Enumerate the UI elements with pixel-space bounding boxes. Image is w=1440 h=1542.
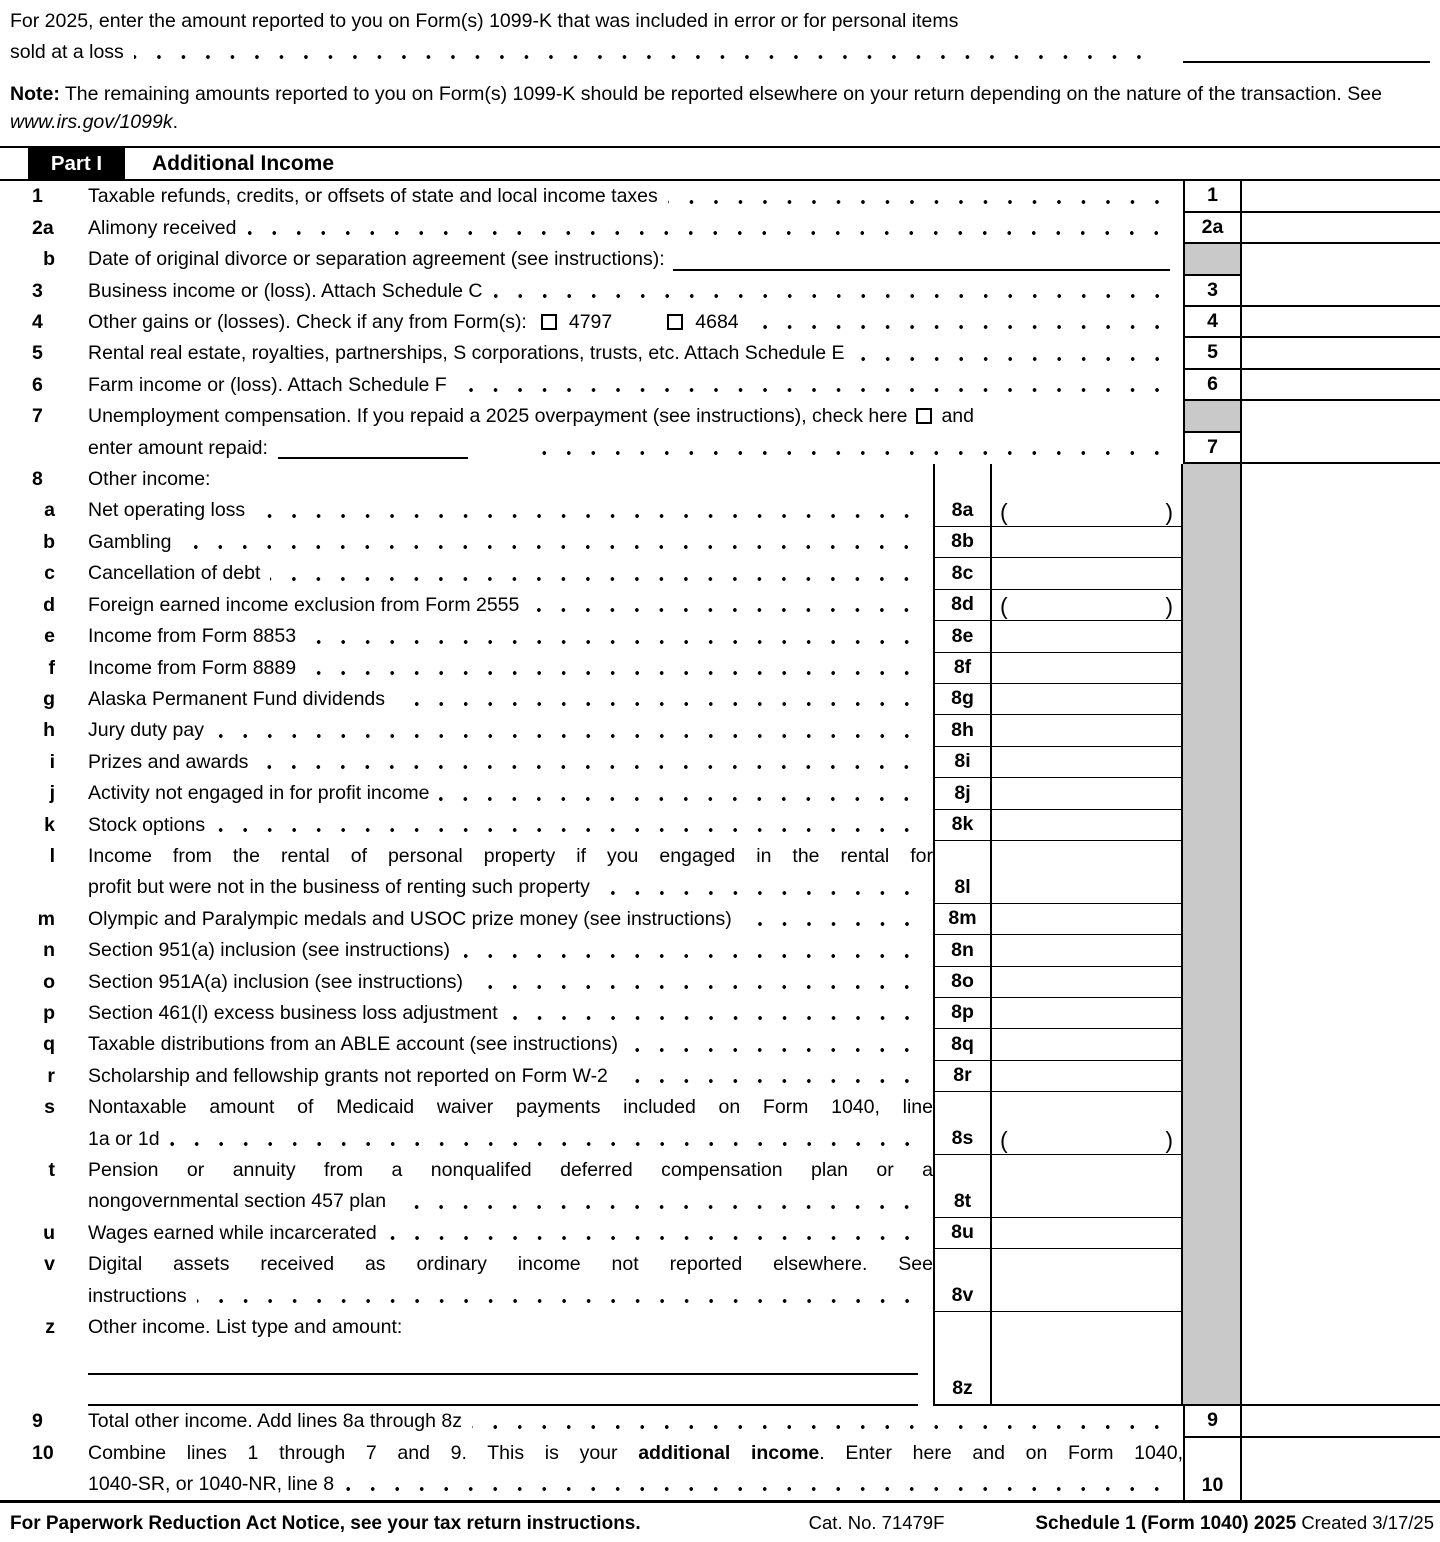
paren-close: ) [1165, 1127, 1173, 1153]
line-8m-letter: m [37, 907, 55, 930]
line-5-box-number: 5 [1183, 338, 1242, 369]
line-8k-label: Stock options [88, 813, 206, 836]
dot-leader [334, 1469, 1183, 1500]
shaded-column [1183, 527, 1242, 558]
part1-header [0, 146, 1440, 181]
dot-leader [260, 558, 933, 589]
line-8i-label: Prizes and awards [88, 750, 249, 773]
line-8s-letter: s [44, 1096, 55, 1119]
line-8g-letter: g [43, 687, 55, 710]
line-8g-amount-field[interactable] [990, 684, 1183, 715]
line-9-label: Total other income. Add lines 8a through 8z [88, 1410, 462, 1433]
line-8c-letter: c [44, 562, 55, 585]
line-10-pre: Combine lines 1 through 7 and 9. This is your [88, 1441, 639, 1464]
shaded-column [1183, 1029, 1242, 1060]
amount-column-spacer [1242, 904, 1440, 935]
line-1-amount-field[interactable] [1242, 181, 1440, 212]
dot-leader [513, 433, 1183, 464]
line-8d-label: Foreign earned income exclusion from Form 2555 [88, 593, 520, 616]
line-8m-row [0, 904, 1440, 935]
line-8h-row [0, 715, 1440, 746]
dot-leader [590, 872, 933, 903]
line-10-box-number: 10 [1183, 1438, 1242, 1501]
dot-leader [385, 684, 933, 715]
paren-close: ) [1165, 498, 1173, 525]
amount-column-spacer [1242, 684, 1440, 715]
line-10-post: . Enter here and on Form 1040, [819, 1441, 1183, 1464]
line-8l-label-line1: Income from the rental of personal property if you engaged in the rental for [88, 844, 933, 867]
line-1-box-number: 1 [1183, 181, 1242, 212]
line-2a-box-number: 2a [1183, 213, 1242, 244]
line-8n-box-number: 8n [933, 935, 990, 966]
line-8n-label: Section 951(a) inclusion (see instructions) [88, 939, 451, 962]
line-8i-letter: i [49, 750, 55, 773]
dot-leader [124, 37, 1165, 68]
line-8q-box-number: 8q [933, 1029, 990, 1060]
line-8f-amount-field[interactable] [990, 653, 1183, 684]
dot-leader [658, 181, 1183, 212]
line-8j-letter: j [49, 782, 55, 805]
shaded-column [1183, 841, 1242, 904]
line-9-amount-field[interactable] [1242, 1406, 1440, 1437]
dot-leader [739, 307, 1183, 338]
spacer [0, 1124, 88, 1155]
line-8a-letter: a [44, 499, 55, 522]
line-8u-label: Wages earned while incarcerated [88, 1221, 377, 1244]
line-8z-amount-field[interactable] [990, 1312, 1183, 1406]
line-10-label-line2: 1040-SR, or 1040-NR, line 8 [88, 1473, 335, 1496]
line-2a-row [0, 213, 1440, 244]
line-8l-letter: l [49, 844, 55, 867]
line-8c-box-number: 8c [933, 558, 990, 589]
note-body: The remaining amounts reported to you on Form(s) 1099-K should be reported elsewhere on your return depending on the nature of the transaction. See [59, 83, 1382, 106]
line-8o-amount-field[interactable] [990, 967, 1183, 998]
dot-leader [732, 904, 933, 935]
line-8b-box-number: 8b [933, 527, 990, 558]
line-8j-label: Activity not engaged in for profit income [88, 782, 430, 805]
line-8v-row [0, 1249, 1440, 1312]
1099k-amount-field[interactable] [1183, 61, 1430, 63]
line-8s-label-line2: 1a or 1d [88, 1127, 160, 1150]
line-8l-box-number: 8l [933, 841, 990, 904]
line-8b-letter: b [43, 530, 55, 553]
amount-column-spacer [1242, 998, 1440, 1029]
spacer [0, 1186, 88, 1217]
line-8d-row [0, 590, 1440, 621]
line-8l-label-line2: profit but were not in the business of renting such property [88, 876, 590, 899]
line-8n-amount-field[interactable] [990, 935, 1183, 966]
line-8g-box-number: 8g [933, 684, 990, 715]
amount-column-spacer [1242, 715, 1440, 746]
line-8s-amount-field[interactable] [990, 1092, 1183, 1155]
dot-leader [447, 370, 1183, 401]
line-2a-amount-field[interactable] [1242, 213, 1440, 244]
dot-leader [483, 276, 1183, 307]
line-8h-letter: h [43, 719, 55, 742]
paren-open: ( [1000, 1127, 1008, 1153]
shaded-column [1183, 590, 1242, 621]
paperwork-notice: For Paperwork Reduction Act Notice, see your tax return instructions. [10, 1513, 641, 1535]
other-income-type-field-1[interactable] [88, 1343, 918, 1374]
repaid-amount-field[interactable] [278, 457, 468, 459]
line-8r-amount-field[interactable] [990, 1061, 1183, 1092]
1099k-instruction-line1: For 2025, enter the amount reported to you on Form(s) 1099-K that was included in error or for personal items [10, 10, 959, 32]
dot-leader [608, 1061, 933, 1092]
line-8e-letter: e [44, 625, 55, 648]
line-8p-letter: p [43, 1001, 55, 1024]
line-8v-label-line2: instructions [88, 1284, 187, 1307]
dot-leader [386, 1186, 933, 1217]
amount-column-spacer [1242, 1312, 1440, 1406]
line-8r-letter: r [47, 1064, 55, 1087]
line-8j-amount-field[interactable] [990, 778, 1183, 809]
dot-leader [171, 527, 933, 558]
shaded-column [1183, 621, 1242, 652]
amount-column-spacer [1242, 464, 1440, 527]
line-8t-label-line1: Pension or annuity from a nonqualifed deferred compensation plan or a [88, 1159, 933, 1181]
dot-leader [296, 621, 933, 652]
line-2b-amount-area [1242, 244, 1440, 275]
dot-leader [245, 495, 933, 526]
line-8r-box-number: 8r [933, 1061, 990, 1092]
other-income-type-field-2[interactable] [88, 1375, 918, 1406]
1099k-instruction-line2-text: sold at a loss [10, 41, 124, 63]
line-8q-label: Taxable distributions from an ABLE account (see instructions) [88, 1033, 619, 1056]
line-7-box-number: 7 [1183, 433, 1242, 464]
shaded-column [1183, 1155, 1242, 1218]
line-8k-letter: k [44, 813, 55, 836]
line-8e-amount-field[interactable] [990, 621, 1183, 652]
line-6-number: 6 [32, 373, 43, 396]
line-8v-box-number: 8v [933, 1249, 990, 1312]
amount-column-spacer [1242, 810, 1440, 841]
1099k-intro-section [0, 0, 1440, 136]
shaded-column [1183, 1092, 1242, 1155]
paren-close: ) [1165, 593, 1173, 620]
form-bottom-rule [0, 1500, 1440, 1535]
shaded-column [1183, 684, 1242, 715]
spacer [0, 1281, 88, 1312]
dot-leader [236, 213, 1183, 244]
line-7-number: 7 [32, 405, 43, 428]
line-8m-label: Olympic and Paralympic medals and USOC prize money (see instructions) [88, 907, 732, 930]
shaded-column [1183, 967, 1242, 998]
shaded-column [1183, 935, 1242, 966]
note-url: www.irs.gov/1099k [10, 110, 173, 133]
line-8h-box-number: 8h [933, 715, 990, 746]
line-5-number: 5 [32, 342, 43, 365]
amount-column-spacer [1242, 1249, 1440, 1312]
line-8l-amount-field[interactable] [990, 841, 1183, 904]
amount-column-spacer [1242, 590, 1440, 621]
line-8n-letter: n [43, 939, 55, 962]
line-8m-box-number: 8m [933, 904, 990, 935]
line-8o-label: Section 951A(a) inclusion (see instructions) [88, 970, 464, 993]
line-8k-row [0, 810, 1440, 841]
shaded-column [1183, 1312, 1242, 1406]
line-8f-box-number: 8f [933, 653, 990, 684]
line-8q-letter: q [43, 1033, 55, 1056]
line-8i-box-number: 8i [933, 747, 990, 778]
line-2b-label: Date of original divorce or separation agreement (see instructions): [88, 248, 665, 271]
line-7-label-line2: enter amount repaid: [88, 436, 268, 459]
shaded-column [1183, 747, 1242, 778]
dot-leader [205, 810, 933, 841]
shaded-column [1183, 1249, 1242, 1312]
form-footer [0, 1503, 1440, 1535]
dot-leader [187, 1281, 933, 1312]
line-8s-label-line1: Nontaxable amount of Medicaid waiver payments included on Form 1040, line [88, 1096, 933, 1119]
line-4-row [0, 307, 1440, 338]
line-1-row [0, 181, 1440, 212]
amount-column-spacer [1242, 747, 1440, 778]
part1-badge: Part I [28, 148, 125, 179]
line-6-row [0, 370, 1440, 401]
dot-leader [462, 1406, 1183, 1437]
line-8d-amount-field[interactable] [990, 590, 1183, 621]
line-7-label-line1: Unemployment compensation. If you repaid a 2025 overpayment (see instructions), check here [88, 405, 908, 428]
line-8p-amount-field[interactable] [990, 998, 1183, 1029]
line-6-amount-field[interactable] [1242, 370, 1440, 401]
line-2a-number: 2a [32, 216, 54, 239]
line-7-shaded-cell [1183, 401, 1242, 432]
line-5-amount-field[interactable] [1242, 338, 1440, 369]
line-8t-label-line2: nongovernmental section 457 plan [88, 1190, 387, 1213]
line-1-label: Taxable refunds, credits, or offsets of state and local income taxes [88, 185, 658, 208]
amount-column-spacer [1242, 621, 1440, 652]
line-10-amount-field[interactable] [1242, 1438, 1440, 1501]
line-8b-row [0, 527, 1440, 558]
dot-leader [618, 1029, 933, 1060]
amount-column-spacer [1242, 1218, 1440, 1249]
line-8a-label: Net operating loss [88, 499, 246, 522]
amount-column-spacer [1242, 1061, 1440, 1092]
line-8e-label: Income from Form 8853 [88, 625, 297, 648]
line-7-row-1 [0, 401, 1440, 432]
line-8p-row [0, 998, 1440, 1029]
line-8h-amount-field[interactable] [990, 715, 1183, 746]
line-7-row-2 [0, 433, 1440, 464]
line-8j-box-number: 8j [933, 778, 990, 809]
form-id [1035, 1512, 1434, 1535]
line-5-label: Rental real estate, royalties, partnerships, S corporations, trusts, etc. Attach Schedule E [88, 342, 845, 365]
line-8g-row [0, 684, 1440, 715]
line-10-row [0, 1438, 1440, 1501]
line-8-number: 8 [32, 468, 43, 491]
paren-open: ( [1000, 498, 1008, 525]
divorce-date-field[interactable] [673, 269, 1170, 271]
line-10-label-line1 [88, 1438, 1183, 1469]
shaded-column [1183, 558, 1242, 589]
line-10-bold: additional income [638, 1441, 820, 1464]
line-8s-row [0, 1092, 1440, 1155]
dot-leader [429, 778, 933, 809]
line-8b-label: Gambling [88, 530, 172, 553]
line-8a-row [0, 464, 1440, 527]
line-8f-letter: f [48, 656, 55, 679]
dot-leader [160, 1124, 933, 1155]
line-8u-letter: u [43, 1221, 55, 1244]
line-8q-row [0, 1029, 1440, 1060]
catalog-number: Cat. No. 71479F [808, 1512, 945, 1534]
line-2a-label: Alimony received [88, 216, 237, 239]
line-8-label: Other income: [88, 468, 211, 491]
line-4-label: Other gains or (losses). Check if any from Form(s): [88, 311, 527, 334]
line-8u-amount-field[interactable] [990, 1218, 1183, 1249]
line-8t-box-number: 8t [933, 1155, 990, 1218]
line-8c-label: Cancellation of debt [88, 562, 261, 585]
line-8e-row [0, 621, 1440, 652]
line-8f-label: Income from Form 8889 [88, 656, 297, 679]
form-id-bold: Schedule 1 (Form 1040) 2025 [1035, 1513, 1297, 1535]
line-8z-row [0, 1312, 1440, 1406]
line-8d-box-number: 8d [933, 590, 990, 621]
line-8i-amount-field[interactable] [990, 747, 1183, 778]
line-8p-box-number: 8p [933, 998, 990, 1029]
line-8b-amount-field[interactable] [990, 527, 1183, 558]
line-6-label: Farm income or (loss). Attach Schedule F [88, 373, 447, 396]
line-8o-letter: o [43, 970, 55, 993]
line-9-box-number: 9 [1183, 1406, 1242, 1437]
note-suffix: . [172, 110, 178, 133]
note-label: Note: [10, 83, 60, 106]
form-created-date: Created 3/17/25 [1301, 1512, 1434, 1534]
shaded-column [1183, 464, 1242, 527]
line-8s-box-number: 8s [933, 1092, 990, 1155]
line-8o-box-number: 8o [933, 967, 990, 998]
line-8d-letter: d [43, 593, 55, 616]
line-8m-amount-field[interactable] [990, 904, 1183, 935]
line-8v-letter: v [44, 1253, 55, 1276]
line-5-row [0, 338, 1440, 369]
line-8z-letter: z [45, 1316, 55, 1339]
form-4797-checkbox[interactable] [541, 314, 557, 330]
line-8v-amount-field[interactable] [990, 1249, 1183, 1312]
line-2b-shaded-cell [1183, 244, 1242, 275]
line-8z-box-number: 8z [933, 1312, 990, 1406]
unemployment-repaid-checkbox[interactable] [916, 408, 932, 424]
line-8a-box-number: 8a [933, 464, 990, 527]
line-10-number: 10 [32, 1441, 54, 1464]
line-8l-row [0, 841, 1440, 904]
line-3-label: Business income or (loss). Attach Schedule C [88, 279, 483, 302]
shaded-column [1183, 904, 1242, 935]
amount-column-spacer [1242, 1029, 1440, 1060]
dot-leader [450, 935, 933, 966]
line-7-amount-field[interactable] [1242, 433, 1440, 464]
dot-leader [377, 1218, 933, 1249]
amount-column-spacer [1242, 778, 1440, 809]
dot-leader [248, 747, 933, 778]
line-8c-row [0, 558, 1440, 589]
shaded-column [1183, 653, 1242, 684]
line-8p-label: Section 461(l) excess business loss adjustment [88, 1001, 498, 1024]
amount-column-spacer [1242, 841, 1440, 904]
line-8j-row [0, 778, 1440, 809]
line-8v-label-line1: Digital assets received as ordinary income not reported elsewhere. See [88, 1253, 933, 1276]
spacer [0, 872, 88, 903]
line-4-number: 4 [32, 311, 43, 334]
shaded-column [1183, 810, 1242, 841]
line-6-box-number: 6 [1183, 370, 1242, 401]
line-9-number: 9 [32, 1410, 43, 1433]
line-3-number: 3 [32, 279, 43, 302]
shaded-column [1183, 778, 1242, 809]
line-8u-row [0, 1218, 1440, 1249]
1099k-note [10, 81, 1412, 136]
dot-leader [463, 967, 933, 998]
line-2b-number: b [43, 248, 55, 271]
spacer [0, 1469, 88, 1500]
line-4-box-number: 4 [1183, 307, 1242, 338]
line-3-box-number: 3 [1183, 276, 1242, 307]
1099k-instruction-line2 [10, 37, 1430, 68]
shaded-column [1183, 1218, 1242, 1249]
line-8z-label: Other income. List type and amount: [88, 1316, 403, 1339]
line-8t-amount-field[interactable] [990, 1155, 1183, 1218]
line-8i-row [0, 747, 1440, 778]
line-8c-amount-field[interactable] [990, 558, 1183, 589]
line-8k-amount-field[interactable] [990, 810, 1183, 841]
amount-column-spacer [1242, 967, 1440, 998]
amount-column-spacer [1242, 527, 1440, 558]
dot-leader [204, 715, 933, 746]
amount-column-spacer [1242, 558, 1440, 589]
line-8n-row [0, 935, 1440, 966]
line-4-amount-field[interactable] [1242, 307, 1440, 338]
line-8a-amount-field[interactable] [990, 464, 1183, 527]
line-7-number-spacer [0, 433, 88, 464]
line-8h-label: Jury duty pay [88, 719, 204, 742]
line-9-row [0, 1406, 1440, 1437]
form-4684-label: 4684 [695, 311, 739, 334]
amount-column-spacer [1242, 653, 1440, 684]
line-8f-row [0, 653, 1440, 684]
dot-leader [498, 998, 933, 1029]
line-2b-row [0, 244, 1440, 275]
form-4797-label: 4797 [568, 311, 613, 334]
line-8r-label: Scholarship and fellowship grants not reported on Form W-2 [88, 1064, 608, 1087]
line-8r-row [0, 1061, 1440, 1092]
line-7-and-label: and [941, 405, 974, 428]
line-8e-box-number: 8e [933, 621, 990, 652]
line-8t-row [0, 1155, 1440, 1218]
line-8u-box-number: 8u [933, 1218, 990, 1249]
amount-column-spacer [1242, 935, 1440, 966]
paren-open: ( [1000, 593, 1008, 620]
line-3-row [0, 276, 1440, 307]
line-8o-row [0, 967, 1440, 998]
amount-column-spacer [1242, 1155, 1440, 1218]
part1-title: Additional Income [152, 152, 335, 176]
line-8t-letter: t [48, 1159, 55, 1181]
line-7-amount-area [1242, 401, 1440, 432]
shaded-column [1183, 715, 1242, 746]
shaded-column [1183, 1061, 1242, 1092]
shaded-column [1183, 998, 1242, 1029]
line-1-number: 1 [32, 185, 43, 208]
line-3-amount-field[interactable] [1242, 276, 1440, 307]
line-8g-label: Alaska Permanent Fund dividends [88, 687, 386, 710]
dot-leader [845, 338, 1183, 369]
line-8k-box-number: 8k [933, 810, 990, 841]
line-8q-amount-field[interactable] [990, 1029, 1183, 1060]
dot-leader [519, 590, 933, 621]
amount-column-spacer [1242, 1092, 1440, 1155]
form-4684-checkbox[interactable] [667, 314, 683, 330]
dot-leader [296, 653, 933, 684]
